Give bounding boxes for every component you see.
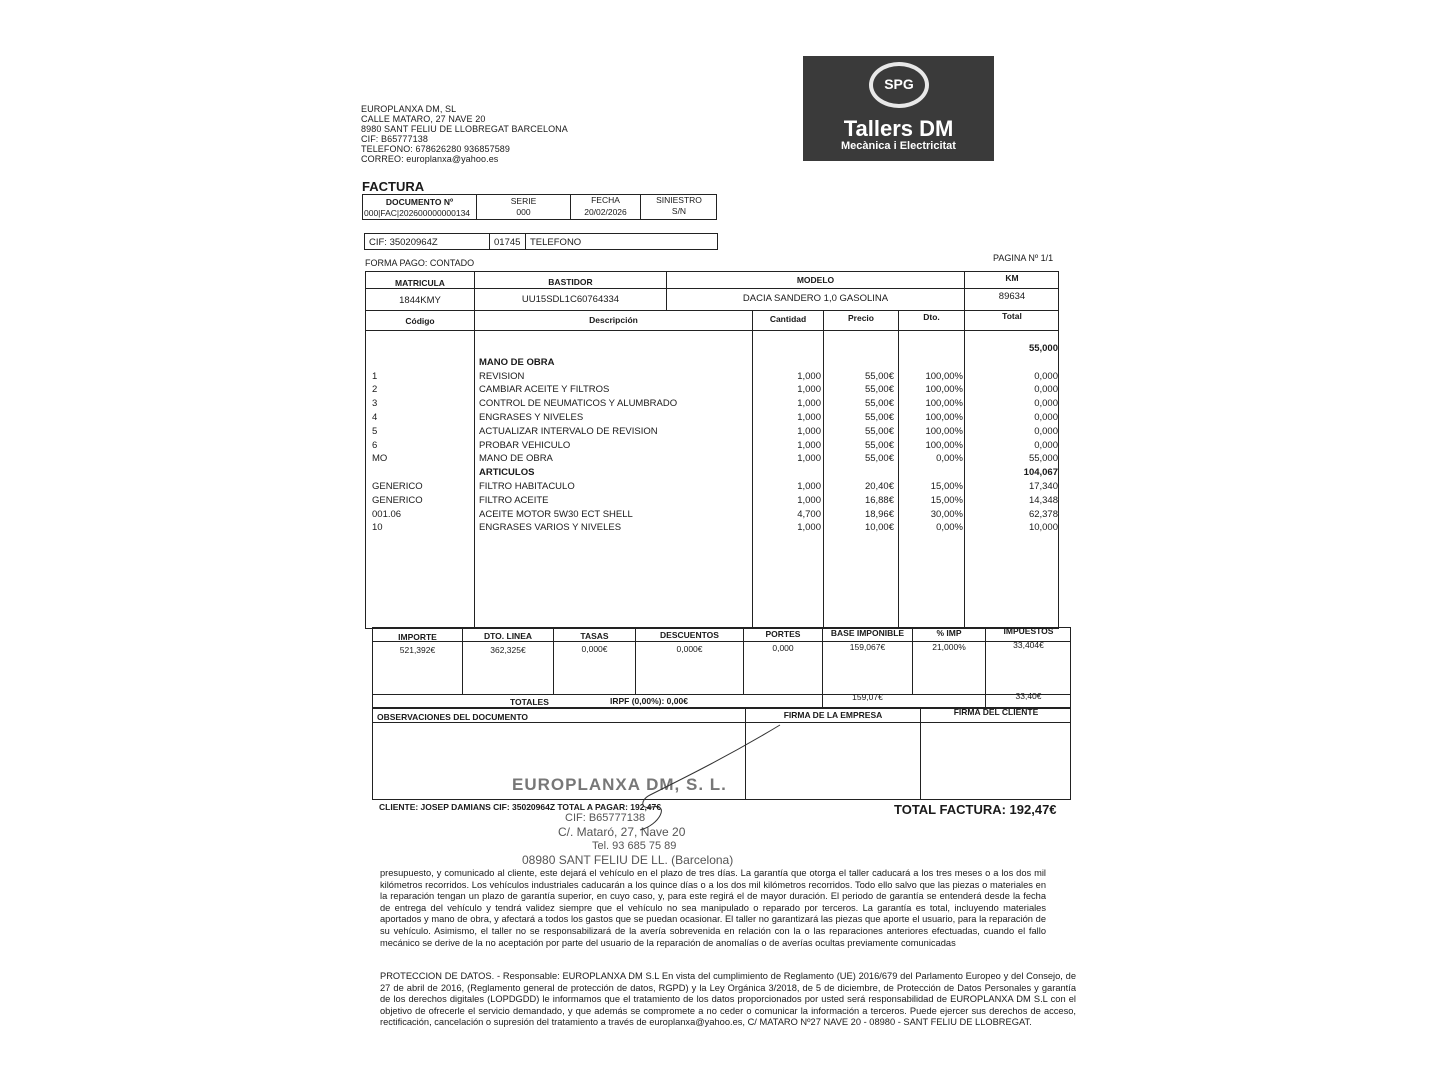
logo-badge-text: SPG bbox=[884, 76, 914, 92]
line-codigo: 10 bbox=[372, 522, 383, 534]
tallers-dm-logo bbox=[803, 56, 994, 161]
line-precio: 10,00€ bbox=[864, 522, 894, 534]
company-info bbox=[361, 104, 568, 164]
line-cantidad: 1,000 bbox=[797, 522, 821, 534]
line-descripcion: FILTRO HABITACULO bbox=[479, 481, 575, 492]
observaciones-label: OBSERVACIONES DEL DOCUMENTO bbox=[377, 712, 528, 722]
firma-empresa-label: FIRMA DE LA EMPRESA bbox=[783, 710, 883, 720]
line-codigo bbox=[372, 342, 472, 355]
company-cif: CIF: B65777138 bbox=[361, 134, 428, 144]
line-cantidad: 4,700 bbox=[797, 508, 821, 520]
line-codigo: 6 bbox=[372, 439, 378, 451]
line-cantidad: 1,000 bbox=[797, 370, 821, 382]
bastidor-label: BASTIDOR bbox=[548, 277, 593, 287]
totales-label: TOTALES bbox=[510, 697, 549, 707]
line-precio bbox=[826, 342, 894, 355]
line-precio: 55,00€ bbox=[864, 453, 894, 465]
line-codigo: 5 bbox=[372, 425, 378, 437]
client-cif: CIF: 35020964Z bbox=[369, 237, 438, 248]
line-cantidad: 1,000 bbox=[797, 398, 821, 410]
km-label: KM bbox=[1005, 273, 1019, 283]
line-codigo: 4 bbox=[372, 412, 378, 423]
line-dto: 100,00% bbox=[925, 425, 963, 437]
km-value: 89634 bbox=[998, 291, 1026, 302]
line-cantidad bbox=[755, 356, 821, 369]
line-precio: 18,96€ bbox=[864, 508, 894, 520]
company-city: 8980 SANT FELIU DE LLOBREGAT BARCELONA bbox=[361, 124, 568, 134]
line-descripcion: ARTICULOS bbox=[479, 467, 535, 479]
line-cantidad: 1,000 bbox=[797, 425, 821, 437]
line-codigo: 1 bbox=[372, 370, 378, 382]
document-title: FACTURA bbox=[362, 179, 425, 194]
warranty-text: presupuesto, y comunicado al cliente, este dejará el vehículo en el plazo de tres días. La garantía que otorga el taller caducará a los tres meses o a los dos mil kilómetros recorridos. Los vehículos industriales caducarán a los quince días o a los dos mil kilómetros recorridos. Todo ello salvo que las piezas o materiales en la reparación tengan un plazo de garantía superior, en cuyo caso, y, para este regirá el de mayor duración. El periodo de garantía se entenderá desde la fecha de entrega del vehículo y tendrá validez siempre que el vehículo no sea manipulado o reparado por terceros. La garantía es total, incluyendo materiales aportados y mano de obra, y afectará a todos los gastos que se puedan ocasionar. El taller no garantizará las piezas que aporte el usuario, para la reparación de su vehículo. Asimismo, el taller no se responsabilizará de la avería sobrevenida en relación con la o las reparaciones anteriores efectuadas, cuando el fallo mecánico se derive de la no aceptación por parte del usuario de la reparación de anomalías o de averías ocultas previamente comunicadas bbox=[380, 868, 1046, 948]
line-descripcion: CONTROL DE NEUMATICOS Y ALUMBRADO bbox=[479, 398, 678, 410]
line-dto: 100,00% bbox=[925, 398, 963, 410]
stamp-name: EUROPLANXA DM, S. L. bbox=[512, 775, 727, 794]
line-descripcion: ACTUALIZAR INTERVALO DE REVISION bbox=[479, 425, 658, 437]
stamp-address: C/. Mataró, 27, Nave 20 bbox=[558, 825, 686, 839]
line-dto: 100,00% bbox=[925, 439, 963, 451]
line-dto: 30,00% bbox=[930, 508, 963, 520]
stamp-tel: Tel. 93 685 75 89 bbox=[592, 840, 677, 852]
line-cantidad: 1,000 bbox=[797, 494, 821, 506]
line-total: 10,000 bbox=[1028, 522, 1058, 534]
line-codigo: 2 bbox=[372, 384, 378, 396]
documento-label: DOCUMENTO Nº bbox=[385, 197, 454, 207]
line-descripcion: MANO DE OBRA bbox=[479, 356, 555, 368]
line-precio bbox=[826, 466, 894, 479]
line-codigo: 3 bbox=[372, 398, 378, 410]
line-precio bbox=[826, 356, 894, 369]
signature-scribble bbox=[580, 715, 800, 835]
line-codigo: GENERICO bbox=[372, 494, 423, 506]
fecha-value: 20/02/2026 bbox=[584, 207, 627, 217]
line-precio: 55,00€ bbox=[864, 412, 894, 423]
line-dto: 0,00% bbox=[936, 453, 963, 465]
line-cantidad: 1,000 bbox=[797, 439, 821, 451]
line-cantidad: 1,000 bbox=[797, 481, 821, 492]
line-precio: 55,00€ bbox=[864, 425, 894, 437]
line-total: 0,000 bbox=[1034, 398, 1058, 410]
descuentos-value: 0,000€ bbox=[676, 644, 703, 654]
matricula-value: 1844KMY bbox=[399, 295, 441, 306]
fecha-label: FECHA bbox=[591, 195, 620, 205]
base-imponible-value: 159,067€ bbox=[849, 642, 886, 652]
pct-imp-label: % IMP bbox=[936, 628, 962, 638]
line-total: 0,000 bbox=[1034, 439, 1058, 451]
line-precio: 55,00€ bbox=[864, 370, 894, 382]
line-precio: 55,00€ bbox=[864, 439, 894, 451]
line-codigo: GENERICO bbox=[372, 481, 423, 492]
portes-label: PORTES bbox=[765, 629, 801, 639]
total-factura: TOTAL FACTURA: 192,47€ bbox=[894, 802, 1057, 817]
impuestos-value: 33,404€ bbox=[1013, 640, 1044, 650]
line-total: 0,000 bbox=[1034, 384, 1058, 396]
page-number: PAGINA Nº 1/1 bbox=[993, 253, 1054, 263]
impuestos-total: 33,40€ bbox=[1015, 691, 1042, 701]
portes-value: 0,000 bbox=[772, 643, 794, 653]
client-phone-label: TELEFONO bbox=[530, 237, 582, 248]
line-total: 0,000 bbox=[1034, 412, 1058, 423]
modelo-value: DACIA SANDERO 1,0 GASOLINA bbox=[742, 293, 889, 304]
line-codigo bbox=[372, 466, 472, 479]
line-codigo: 001.06 bbox=[372, 508, 402, 520]
line-descripcion: PROBAR VEHICULO bbox=[479, 439, 571, 451]
line-precio: 16,88€ bbox=[864, 494, 894, 506]
col-dto: Dto. bbox=[923, 312, 940, 322]
line-total: 0,000 bbox=[1034, 425, 1058, 437]
base-total: 159,07€ bbox=[852, 692, 883, 702]
siniestro-value: S/N bbox=[671, 206, 687, 216]
col-descripcion: Descripción bbox=[589, 315, 638, 325]
company-address: CALLE MATARO, 27 NAVE 20 bbox=[361, 114, 486, 124]
line-dto bbox=[900, 356, 963, 369]
line-dto: 100,00% bbox=[925, 412, 963, 423]
line-dto bbox=[900, 342, 963, 355]
line-total: 104,067 bbox=[1023, 467, 1058, 479]
modelo-label: MODELO bbox=[796, 275, 835, 285]
bastidor-value: UU15SDL1C60764334 bbox=[521, 294, 620, 305]
client-code: 01745 bbox=[494, 237, 521, 248]
stamp-cif: CIF: B65777138 bbox=[565, 812, 646, 824]
line-descripcion: ENGRASES VARIOS Y NIVELES bbox=[479, 522, 622, 534]
line-codigo: MO bbox=[372, 453, 388, 465]
col-codigo: Código bbox=[405, 316, 435, 326]
line-cantidad: 1,000 bbox=[797, 453, 821, 465]
line-total: 0,000 bbox=[1034, 370, 1058, 382]
logo-tagline: Mecànica i Electricitat bbox=[841, 140, 956, 152]
importe-label: IMPORTE bbox=[398, 632, 437, 642]
line-cantidad bbox=[755, 342, 821, 355]
irpf-value: IRPF (0,00%): 0,00€ bbox=[610, 696, 688, 706]
company-name: EUROPLANXA DM, SL bbox=[361, 104, 457, 114]
line-dto: 15,00% bbox=[930, 494, 963, 506]
descuentos-label: DESCUENTOS bbox=[660, 630, 719, 640]
line-codigo bbox=[372, 356, 472, 369]
line-precio: 55,00€ bbox=[864, 384, 894, 396]
dto-linea-label: DTO. LINEA bbox=[483, 631, 532, 641]
line-descripcion: ACEITE MOTOR 5W30 ECT SHELL bbox=[479, 508, 633, 520]
line-descripcion: CAMBIAR ACEITE Y FILTROS bbox=[479, 384, 610, 396]
matricula-label: MATRICULA bbox=[395, 278, 445, 288]
line-dto: 15,00% bbox=[930, 481, 963, 492]
pct-imp-value: 21,000% bbox=[932, 642, 966, 652]
forma-pago: FORMA PAGO: CONTADO bbox=[365, 258, 475, 268]
line-total: 55,000 bbox=[1028, 453, 1058, 465]
line-descripcion: REVISION bbox=[479, 370, 525, 382]
line-cantidad: 1,000 bbox=[797, 412, 821, 423]
firma-cliente-label: FIRMA DEL CLIENTE bbox=[953, 707, 1039, 717]
base-imponible-label: BASE IMPONIBLE bbox=[830, 628, 905, 638]
serie-value: 000 bbox=[516, 207, 531, 217]
line-precio: 55,00€ bbox=[864, 398, 894, 410]
line-cantidad: 1,000 bbox=[797, 384, 821, 396]
line-cantidad bbox=[755, 466, 821, 479]
dto-linea-value: 362,325€ bbox=[490, 645, 526, 655]
siniestro-label: SINIESTRO bbox=[656, 195, 702, 205]
line-dto: 100,00% bbox=[925, 370, 963, 382]
privacy-text: PROTECCION DE DATOS. - Responsable: EUROPLANXA DM S.L En vista del cumplimiento de Reglamento (UE) 2016/679 del Parlamento Europeo y del Consejo, de 27 de abril de 2016, (Reglamento general de protección de datos, RGPD) y la Ley Orgánica 3/2018, de 5 de diciembre, de Protección de Datos Personales y garantía de los derechos digitales (LOPDGDD) le informamos que el tratamiento de los datos proporcionados por usted será responsabilidad de EUROPLANXA DM S.L con el objetivo de ofrecerle el servicio demandado, y que además se compromete a no ceder o comunicar la información a terceros. Puede ejercer sus derechos de acceso, rectificación, cancelación o supresión del tratamiento a través de europlanxa@yahoo.es, C/ MATARO Nº27 NAVE 20 - 08980 - SANT FELIU DE LLOBREGAT. bbox=[380, 971, 1076, 1028]
line-total bbox=[966, 356, 1058, 369]
line-precio: 20,40€ bbox=[864, 481, 894, 492]
line-dto: 100,00% bbox=[925, 384, 963, 396]
stamp-city: 08980 SANT FELIU DE LL. (Barcelona) bbox=[522, 853, 734, 867]
documento-value: 000|FAC|202600000000134 bbox=[364, 208, 471, 218]
col-total: Total bbox=[1002, 311, 1022, 321]
importe-value: 521,392€ bbox=[399, 645, 436, 655]
line-total: 62,378 bbox=[1028, 508, 1058, 520]
line-total: 14,348 bbox=[1028, 494, 1058, 506]
line-dto bbox=[900, 466, 963, 479]
tasas-label: TASAS bbox=[580, 631, 609, 641]
line-descripcion bbox=[479, 342, 749, 355]
col-precio: Precio bbox=[848, 313, 874, 323]
line-total: 17,340 bbox=[1028, 481, 1058, 492]
serie-label: SERIE bbox=[510, 196, 537, 206]
col-cantidad: Cantidad bbox=[769, 314, 807, 324]
company-email: CORREO: europlanxa@yahoo.es bbox=[361, 154, 499, 164]
company-phone: TELEFONO: 678626280 936857589 bbox=[361, 144, 511, 154]
line-descripcion: MANO DE OBRA bbox=[479, 453, 553, 465]
line-descripcion: ENGRASES Y NIVELES bbox=[479, 412, 584, 423]
cliente-line: CLIENTE: JOSEP DAMIANS CIF: 35020964Z TOTAL A PAGAR: 192,47€ bbox=[379, 802, 661, 812]
line-dto: 0,00% bbox=[936, 522, 963, 534]
impuestos-label: IMPUESTOS bbox=[1003, 626, 1054, 636]
line-total: 55,000 bbox=[1028, 343, 1058, 354]
tasas-value: 0,000€ bbox=[581, 644, 608, 654]
line-descripcion: FILTRO ACEITE bbox=[479, 494, 549, 506]
logo-name: Tallers DM bbox=[843, 116, 954, 141]
